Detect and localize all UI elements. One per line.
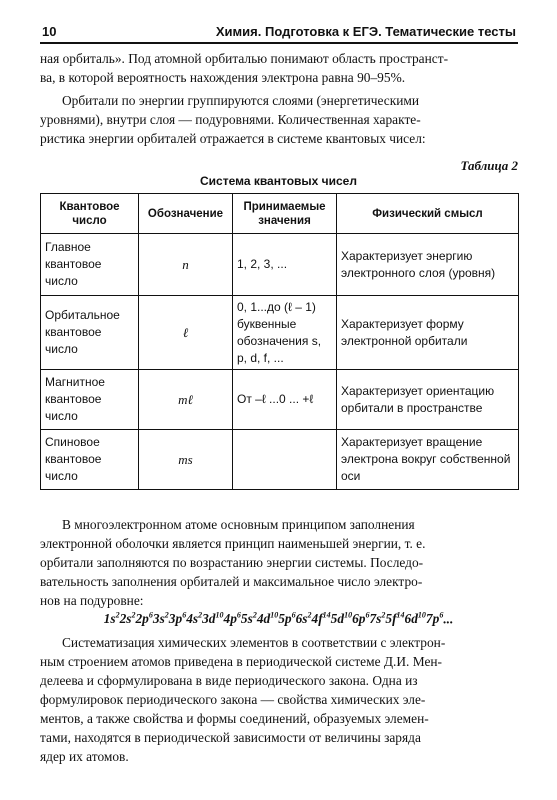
paragraph-filling-principle	[40, 515, 518, 610]
text-line: В многоэлектронном атоме основным принципом заполнения	[62, 517, 415, 532]
electron-count: 2	[381, 611, 386, 620]
orbital-term: $7s^2$	[369, 611, 386, 627]
column-header: Квантовое число	[41, 194, 139, 234]
paragraph-orbitals	[40, 91, 518, 148]
quantum-number-name: Орбитальное квантовое число	[41, 296, 139, 370]
quantum-number-values: 0, 1...до (ℓ – 1) буквенные обозначения s, p, d, f, ...	[233, 296, 337, 370]
quantum-number-meaning: Характеризует форму электронной орбитали	[337, 296, 519, 370]
quantum-number-meaning: Характеризует вращение электрона вокруг собственной оси	[337, 430, 519, 490]
text-line: ва, в которой вероятность нахождения электрона равна 90–95%.	[40, 70, 406, 85]
running-title: Химия. Подготовка к ЕГЭ. Тематические тесты	[215, 24, 516, 39]
electron-count: 2	[198, 611, 203, 620]
quantum-number-values: 1, 2, 3, ...	[233, 234, 337, 296]
page-number: 10	[42, 24, 57, 39]
paragraph-intro	[40, 49, 518, 87]
orbital-term: $1s^2$	[103, 611, 120, 627]
electron-count: 6	[365, 611, 370, 620]
table-caption: Таблица 2	[460, 158, 518, 173]
electron-count: 2	[164, 611, 169, 620]
electron-count: 14	[322, 611, 331, 620]
electron-count: 2	[131, 611, 136, 620]
orbital-term: $5s^2$	[240, 611, 257, 627]
orbital-term: $3p^6$	[168, 611, 187, 627]
electron-count: 10	[417, 611, 426, 620]
quantum-number-values: От –ℓ ...0 ... +ℓ	[233, 370, 337, 430]
orbital-term: $6d^{10}$	[404, 611, 426, 627]
electron-count: 10	[215, 611, 224, 620]
orbital-filling-sequence	[0, 611, 557, 627]
text-line: уровнями), внутри слоя — подуровнями. Количественная характе-	[40, 112, 421, 127]
text-line: ная орбиталь». Под атомной орбиталью понимают область пространст-	[40, 51, 449, 66]
orbital-term: $5p^6$	[278, 611, 296, 627]
orbital-term: $2s^2$	[119, 611, 136, 627]
text-line: ристика энергии орбиталей отражается в системе квантовых чисел:	[40, 131, 426, 146]
quantum-number-symbol: n	[139, 234, 233, 296]
table-row	[41, 296, 519, 370]
text-line: вательность заполнения орбиталей и максимальное число электро-	[40, 574, 423, 589]
electron-count: 6	[182, 611, 187, 620]
orbital-term: $2p^6$	[135, 611, 153, 627]
quantum-number-symbol: ms	[139, 430, 233, 490]
orbital-term: $4f^{14}$	[311, 611, 331, 627]
text-line: орбитали заполняются по возрастанию энергии системы. Последо-	[40, 555, 424, 570]
electron-count: 2	[307, 611, 312, 620]
electron-count: 14	[396, 611, 405, 620]
orbital-term: $4d^{10}$	[256, 611, 279, 627]
paragraph-periodic-law	[40, 633, 518, 766]
text-line: Систематизация химических элементов в соответствии с электрон-	[62, 635, 446, 650]
table-title: Система квантовых чисел	[200, 174, 357, 188]
quantum-number-meaning: Характеризует энергию электронного слоя (уровня)	[337, 234, 519, 296]
column-header: Обозначение	[139, 194, 233, 234]
electron-count: 6	[291, 611, 296, 620]
electron-count: 6	[236, 611, 241, 620]
quantum-number-name: Спиновое квантовое число	[41, 430, 139, 490]
orbital-term: $7p^6$	[425, 611, 444, 627]
text-line: делеева и сформулирована в виде периодического закона. Одна из	[40, 673, 418, 688]
electron-count: 10	[270, 611, 279, 620]
electron-count: 6	[439, 611, 444, 620]
text-line: нов на подуровне:	[40, 593, 144, 608]
running-header	[40, 24, 518, 44]
orbital-term: $5f^{14}$	[385, 611, 405, 627]
orbital-term: $4s^2$	[186, 611, 203, 627]
table-row	[41, 370, 519, 430]
quantum-number-name: Магнитное квантовое число	[41, 370, 139, 430]
electron-count: 10	[344, 611, 353, 620]
quantum-number-name: Главное квантовое число	[41, 234, 139, 296]
table-row	[41, 234, 519, 296]
orbital-term: $5d^{10}$	[330, 611, 353, 627]
text-line: Орбитали по энергии группируются слоями (энергетическими	[62, 93, 420, 108]
orbital-term: $3d^{10}$	[202, 611, 224, 627]
electron-count: 2	[252, 611, 257, 620]
electron-count: 6	[148, 611, 153, 620]
text-line: ядер их атомов.	[40, 749, 129, 764]
text-line: тами, находятся в периодической зависимости от величины заряда	[40, 730, 421, 745]
sequence-tail: ...	[443, 611, 454, 627]
orbital-term: $6s^2$	[295, 611, 312, 627]
text-line: ментов, а также свойства и формы соединений, образуемых элемен-	[40, 711, 429, 726]
column-header: Принимаемые значения	[233, 194, 337, 234]
text-line: формулировок периодического закона — свойства химических эле-	[40, 692, 426, 707]
electron-count: 2	[115, 611, 120, 620]
orbital-term: $4p^6$	[223, 611, 241, 627]
quantum-number-symbol: ℓ	[139, 296, 233, 370]
orbital-term: $6p^6$	[352, 611, 370, 627]
quantum-numbers-table	[40, 193, 519, 490]
text-line: электронной оболочки является принцип наименьшей энергии, т. е.	[40, 536, 426, 551]
table-row	[41, 430, 519, 490]
orbital-term: $3s^2$	[152, 611, 169, 627]
quantum-number-meaning: Характеризует ориентацию орбитали в пространстве	[337, 370, 519, 430]
column-header: Физический смысл	[337, 194, 519, 234]
table-header-row	[41, 194, 519, 234]
quantum-number-values	[233, 430, 337, 490]
quantum-number-symbol: mℓ	[139, 370, 233, 430]
text-line: ным строением атомов приведена в периодической системе Д.И. Мен-	[40, 654, 443, 669]
